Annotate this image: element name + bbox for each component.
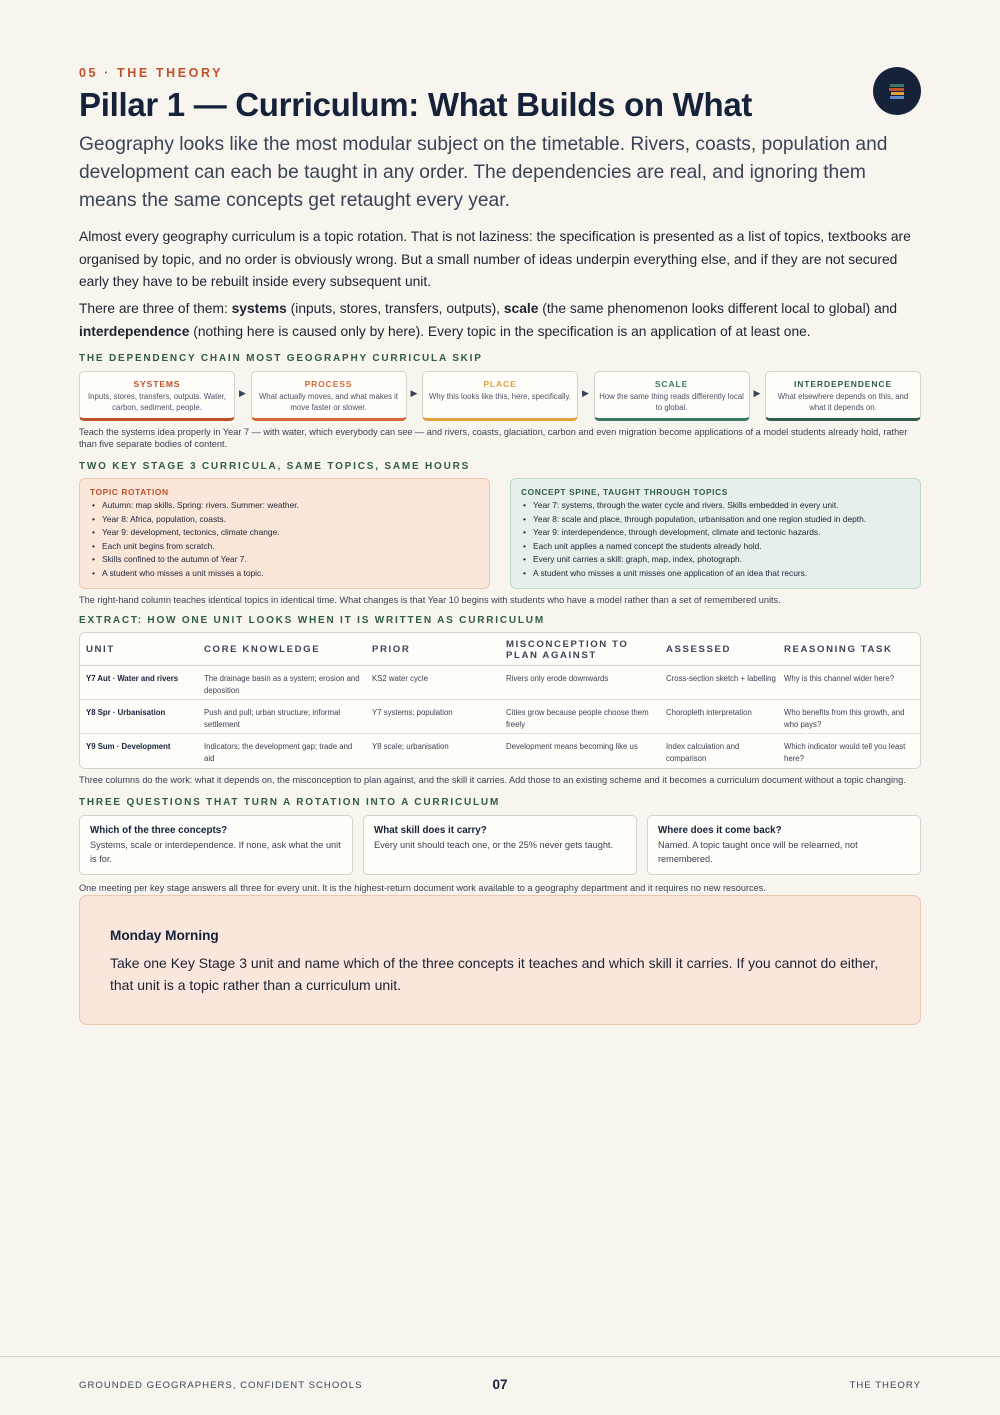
arrow-right-icon: ▶ — [582, 388, 589, 398]
comparison-heading: TWO KEY STAGE 3 CURRICULA, SAME TOPICS, SAME HOURS — [79, 461, 471, 472]
intro-text-c: (the same phenomenon looks different local to global) and — [538, 301, 898, 316]
callout-text: Take one Key Stage 3 unit and name which of the three concepts it teaches and which skill it carries. If you cannot do either, that unit is a topic rather than a curriculum unit. — [110, 955, 879, 993]
extract-heading: EXTRACT: HOW ONE UNIT LOOKS WHEN IT IS WRITTEN AS CURRICULUM — [79, 615, 545, 626]
arrow-right-icon: ▶ — [239, 388, 246, 398]
question-title: What skill does it carry? — [374, 825, 487, 836]
panel-title: TOPIC ROTATION — [90, 487, 169, 497]
list-item: • A student who misses a unit misses a topic. — [90, 567, 479, 581]
dependency-chain — [79, 371, 921, 421]
intro-paragraph-2 — [79, 298, 921, 343]
table-cell: Who benefits from this growth, and who pays? — [784, 708, 905, 729]
chain-step-desc: What actually moves, and what makes it move faster or slower. — [258, 392, 399, 412]
list-item: • Year 9: development, tectonics, climate change. — [90, 526, 479, 540]
chain-step-title: SCALE — [654, 379, 689, 389]
term-interdependence: interdependence — [79, 323, 190, 339]
table-header — [80, 633, 921, 666]
chain-step-desc: Inputs, stores, transfers, outputs. Water, carbon, sediment, people. — [88, 392, 226, 412]
page-number: 07 — [492, 1377, 508, 1392]
chain-step-desc: Why this looks like this, here, specifically. — [429, 392, 571, 401]
table-cell: Y8 scale; urbanisation — [372, 742, 449, 751]
chain-step-title: PLACE — [483, 379, 517, 389]
questions-heading: THREE QUESTIONS THAT TURN A ROTATION INTO A CURRICULUM — [79, 797, 501, 808]
list-item: • A student who misses a unit misses one application of an idea that recurs. — [521, 567, 910, 581]
table-cell: KS2 water cycle — [372, 674, 428, 683]
column-header: CORE KNOWLEDGE — [204, 644, 321, 655]
chain-step — [422, 371, 578, 421]
question-card — [79, 815, 353, 875]
intro-text-b: (inputs, stores, transfers, outputs), — [286, 301, 504, 316]
lede-paragraph: Geography looks like the most modular subject on the timetable. Rivers, coasts, population and development can each be taught in any order. The dependencies are real, and ignoring them means the same concepts get retaught every year. — [79, 134, 888, 211]
books-icon — [873, 67, 921, 115]
chain-step-desc: How the same thing reads differently local to global. — [599, 392, 744, 412]
table-cell: Development means becoming like us — [506, 742, 638, 751]
footer-divider — [0, 1356, 1000, 1357]
column-header: MISCONCEPTION TO PLAN AGAINST — [506, 638, 629, 661]
list-item: • Year 7: systems, through the water cycle and rivers. Skills embedded in every unit. — [521, 499, 910, 513]
table-cell: Choropleth interpretation — [666, 708, 752, 717]
page-title: Pillar 1 — Curriculum: What Builds on What — [79, 86, 753, 123]
intro-text-a: There are three of them: — [79, 301, 232, 316]
chain-step — [594, 371, 750, 421]
question-card — [363, 815, 637, 875]
column-header: ASSESSED — [666, 644, 732, 655]
chain-step-title: PROCESS — [304, 379, 353, 389]
chain-step — [765, 371, 921, 421]
table-row — [80, 700, 921, 734]
footer-book-title: GROUNDED GEOGRAPHERS, CONFIDENT SCHOOLS — [79, 1380, 363, 1391]
list-item: • Each unit applies a named concept the students already hold. — [521, 540, 910, 554]
table-cell: Index calculation and comparison — [666, 742, 740, 763]
table-cell: Y8 Spr · Urbanisation — [86, 708, 166, 717]
intro-text-d: (nothing here is caused only by here). Every topic in the specification is an application of at least one. — [189, 323, 811, 339]
comparison-caption: The right-hand column teaches identical topics in identical time. What changes is that Year 10 begins with students who have a model rather than a set of remembered units. — [79, 595, 781, 605]
section-kicker: 05 · THE THEORY — [79, 66, 224, 80]
footer-section: THE THEORY — [849, 1380, 921, 1391]
table-row — [80, 734, 921, 768]
list-item: • Year 8: scale and place, through population, urbanisation and one region studied in depth. — [521, 513, 910, 527]
table-row — [80, 666, 921, 700]
table-cell: Cities grow because people choose them freely — [506, 708, 649, 729]
table-cell: Indicators; the development gap; trade and aid — [204, 742, 353, 763]
question-title: Which of the three concepts? — [90, 825, 228, 836]
table-cell: Y7 Aut · Water and rivers — [86, 674, 179, 683]
chain-step-desc: What elsewhere depends on this, and what it depends on. — [777, 392, 909, 412]
chain-heading: THE DEPENDENCY CHAIN MOST GEOGRAPHY CURRICULA SKIP — [79, 353, 483, 364]
concept-spine-panel — [510, 478, 921, 589]
term-systems: systems — [231, 301, 287, 316]
list-item: • Skills confined to the autumn of Year 7. — [90, 553, 479, 567]
table-cell: Push and pull; urban structure; informal settlement — [204, 708, 341, 729]
extract-caption: Three columns do the work: what it depends on, the misconception to plan against, and the skill it carries. Add those to an existing scheme and it becomes a curriculum document without a topic changing. — [79, 775, 906, 785]
callout-title: Monday Morning — [110, 928, 219, 943]
question-desc: Every unit should teach one, or the 25% never gets taught. — [374, 840, 614, 850]
table-cell: The drainage basin as a system; erosion and deposition — [204, 674, 360, 695]
list-item: • Year 9: interdependence, through development, climate and tectonic hazards. — [521, 526, 910, 540]
column-header: PRIOR — [372, 644, 411, 655]
column-header: UNIT — [86, 644, 115, 655]
topic-rotation-list — [90, 499, 479, 580]
table-cell: Y9 Sum · Development — [86, 742, 171, 751]
chain-step-title: INTERDEPENDENCE — [793, 379, 893, 389]
table-cell: Rivers only erode downwards — [506, 674, 609, 683]
panel-title: CONCEPT SPINE, TAUGHT THROUGH TOPICS — [521, 487, 728, 497]
question-title: Where does it come back? — [658, 825, 782, 836]
arrow-right-icon: ▶ — [410, 388, 418, 398]
question-desc: Named. A topic taught once will be relearned, not remembered. — [658, 840, 858, 864]
table-cell: Cross-section sketch + labelling — [666, 674, 776, 683]
list-item: • Autumn: map skills. Spring: rivers. Summer: weather. — [90, 499, 479, 513]
table-cell: Y7 systems; population — [372, 708, 453, 717]
term-scale: scale — [503, 301, 539, 316]
list-item: • Each unit begins from scratch. — [90, 540, 479, 554]
topic-rotation-panel — [79, 478, 490, 589]
table-cell: Which indicator would tell you least here? — [784, 742, 906, 763]
arrow-right-icon: ▶ — [753, 388, 761, 398]
questions-caption: One meeting per key stage answers all three for every unit. It is the highest-return document work available to a geography department and it requires no new resources. — [79, 883, 766, 893]
monday-morning-callout — [79, 895, 921, 1025]
table-cell: Why is this channel wider here? — [784, 674, 895, 683]
list-item: • Year 8: Africa, population, coasts. — [90, 513, 479, 527]
unit-extract-table — [79, 632, 921, 769]
chain-step-title: SYSTEMS — [133, 379, 181, 389]
concept-spine-list — [521, 499, 910, 580]
intro-paragraph-1: Almost every geography curriculum is a topic rotation. That is not laziness: the specification is presented as a list of topics, textbooks are organised by topic, and no order is obviously wrong. But a small number of ideas underpin everything else, and if they are not secured early they have to be rebuilt inside every subsequent unit. — [79, 229, 911, 289]
list-item: • Every unit carries a skill: graph, map, index, photograph. — [521, 553, 910, 567]
chain-step — [251, 371, 407, 421]
question-card — [647, 815, 921, 875]
column-header: REASONING TASK — [784, 644, 893, 655]
chain-caption: Teach the systems idea properly in Year 7 — with water, which everybody can see — and rivers, coasts, glaciation, carbon and even migration become applications of a model students already hold, rather than five separate bodies of content. — [79, 427, 908, 449]
chain-step — [79, 371, 235, 421]
question-desc: Systems, scale or interdependence. If none, ask what the unit is for. — [90, 840, 341, 864]
